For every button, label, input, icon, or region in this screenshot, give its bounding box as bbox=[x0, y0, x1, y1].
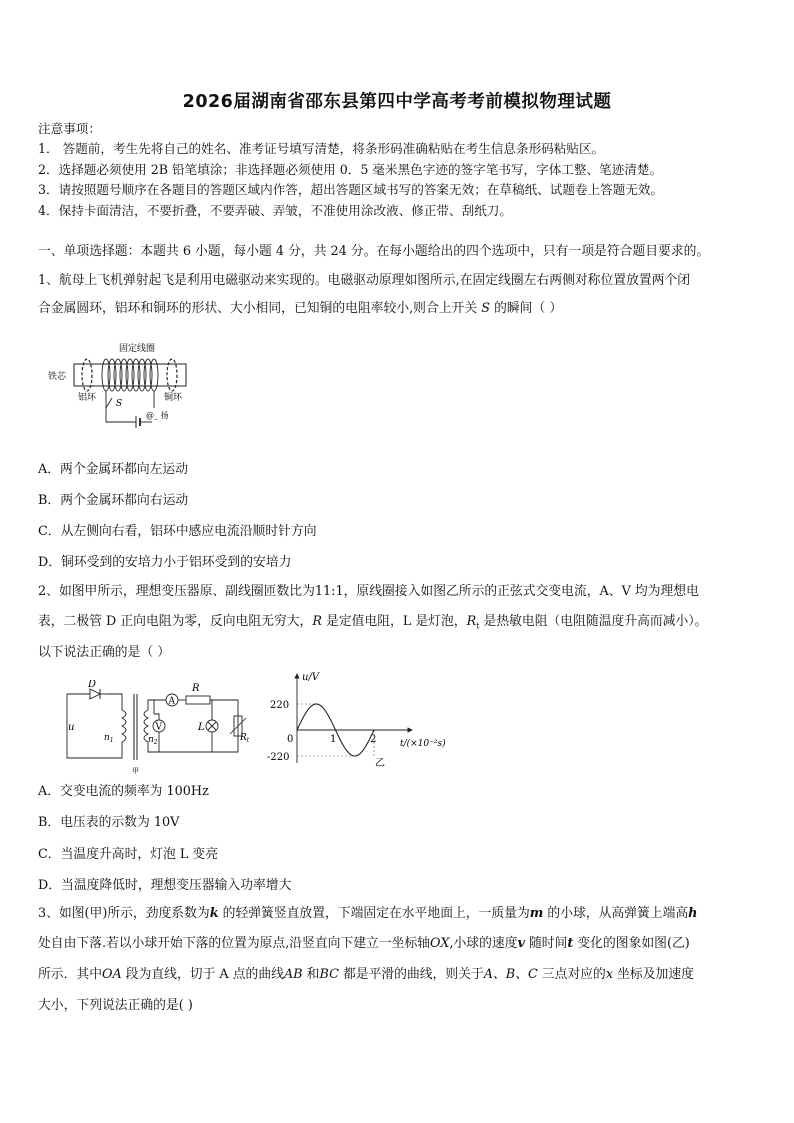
notice-item-4: 4．保持卡面清洁，不要折叠，不要弄破、弄皱，不准使用涂改液、修正带、刮纸刀。 bbox=[38, 203, 512, 218]
q2-circuit-figure bbox=[62, 680, 252, 775]
x-tick-2: 2 bbox=[370, 734, 377, 745]
diode-label: D bbox=[88, 680, 97, 690]
battery-label: @_ 扬 bbox=[146, 411, 169, 420]
voltmeter-label: V bbox=[155, 722, 162, 733]
cu-ring-label: 铜环 bbox=[164, 393, 183, 403]
al-ring-label: 铝环 bbox=[78, 393, 97, 403]
q2-option-d[interactable]: D．当温度降低时，理想变压器输入功率增大 bbox=[38, 878, 292, 893]
q1-option-a[interactable]: A．两个金属环都向左运动 bbox=[38, 462, 189, 477]
q2-voltage-graph bbox=[262, 668, 452, 778]
core-label: 铁芯 bbox=[48, 372, 67, 382]
lamp-label: L bbox=[198, 722, 205, 733]
ammeter-label: A bbox=[168, 696, 175, 707]
q2-option-c[interactable]: C．当温度升高时，灯泡 L 变亮 bbox=[38, 847, 218, 862]
x-tick-1: 1 bbox=[330, 734, 337, 745]
jia-caption: 甲 bbox=[132, 767, 139, 775]
y-tick-min: -220 bbox=[267, 752, 290, 763]
origin-label: 0 bbox=[287, 734, 294, 745]
notice-item-1: 1． 答题前，考生先将自己的姓名、准考证号填写清楚，将条形码准确粘贴在考生信息条形码粘贴区。 bbox=[38, 141, 605, 156]
n1-label: $n_1$ bbox=[104, 733, 114, 744]
page-title: 2026届湖南省邵东县第四中学高考考前模拟物理试题 bbox=[182, 92, 612, 112]
q2-option-b[interactable]: B．电压表的示数为 10V bbox=[38, 815, 180, 830]
q2-stem-line3: 以下说法正确的是（ ） bbox=[38, 645, 171, 660]
x-axis-label: t/(×10⁻²s) bbox=[400, 739, 446, 749]
source-label: u bbox=[68, 722, 75, 733]
q1-option-b[interactable]: B．两个金属环都向右运动 bbox=[38, 493, 189, 508]
notice-item-2: 2．选择题必须使用 2B 铅笔填涂；非选择题必须使用 0．5 毫米黑色字迹的签字笔书写，字体工整、笔迹清楚。 bbox=[38, 162, 663, 177]
coil-label: 固定线圈 bbox=[119, 344, 156, 354]
resistor-label: R bbox=[192, 683, 200, 694]
q2-option-a[interactable]: A．交变电流的频率为 100Hz bbox=[38, 784, 209, 799]
q1-stem-line1: 1、航母上飞机弹射起飞是利用电磁驱动来实现的。电磁驱动原理如图所示,在固定线圈左右两侧对称位置放置两个闭 bbox=[38, 273, 691, 288]
notice-item-3: 3．请按照题号顺序在各题目的答题区域内作答，超出答题区域书写的答案无效；在草稿纸、试题卷上答题无效。 bbox=[38, 182, 664, 197]
q3-stem-line4: 大小，下列说法正确的是( ) bbox=[38, 998, 193, 1013]
q1-option-d[interactable]: D．铜环受到的安培力小于铝环受到的安培力 bbox=[38, 555, 292, 570]
q1-option-c[interactable]: C．从左侧向右看，铝环中感应电流沿顺时针方向 bbox=[38, 524, 317, 539]
q2-stem-line2: 表，二极管 D 正向电阻为零，反向电阻无穷大，R 是定值电阻，L 是灯泡，$R_t$ 是热敏电阻（电阻随温度升高而减小）。 bbox=[38, 614, 708, 631]
q3-stem-line1: 3、如图(甲)所示，劲度系数为k 的轻弹簧竖直放置，下端固定在水平地面上，一质量为m 的小球，从高弹簧上端高h bbox=[38, 906, 698, 921]
thermistor-label: $R_t$ bbox=[240, 733, 250, 744]
y-tick-max: 220 bbox=[270, 700, 290, 711]
q2-stem-line1: 2、如图甲所示，理想变压器原、副线圈匝数比为11:1，原线圈接入如图乙所示的正弦式交变电流，A、V 均为理想电 bbox=[38, 584, 699, 599]
q1-stem-line2: 合金属圆环，铝环和铜环的形状、大小相同，已知铜的电阻率较小,则合上开关 S 的瞬间（ ） bbox=[38, 301, 563, 316]
y-axis-label: u/V bbox=[302, 672, 320, 683]
switch-label: S bbox=[116, 399, 123, 409]
yi-caption: 乙 bbox=[375, 758, 385, 769]
section-heading: 一、单项选择题：本题共 6 小题，每小题 4 分，共 24 分。在每小题给出的四个选项中，只有一项是符合题目要求的。 bbox=[38, 244, 710, 259]
notice-heading: 注意事项： bbox=[38, 121, 101, 136]
q1-figure bbox=[40, 338, 190, 438]
q3-stem-line2: 处自由下落.若以小球开始下落的位置为原点,沿竖直向下建立一坐标轴OX,小球的速度v 随时间t 变化的图象如图(乙) bbox=[38, 936, 690, 951]
n2-label: $n_2$ bbox=[148, 735, 158, 746]
q3-stem-line3: 所示．其中OA 段为直线，切于 A 点的曲线AB 和BC 都是平滑的曲线，则关于A、B、C 三点对应的x 坐标及加速度 bbox=[38, 967, 694, 982]
